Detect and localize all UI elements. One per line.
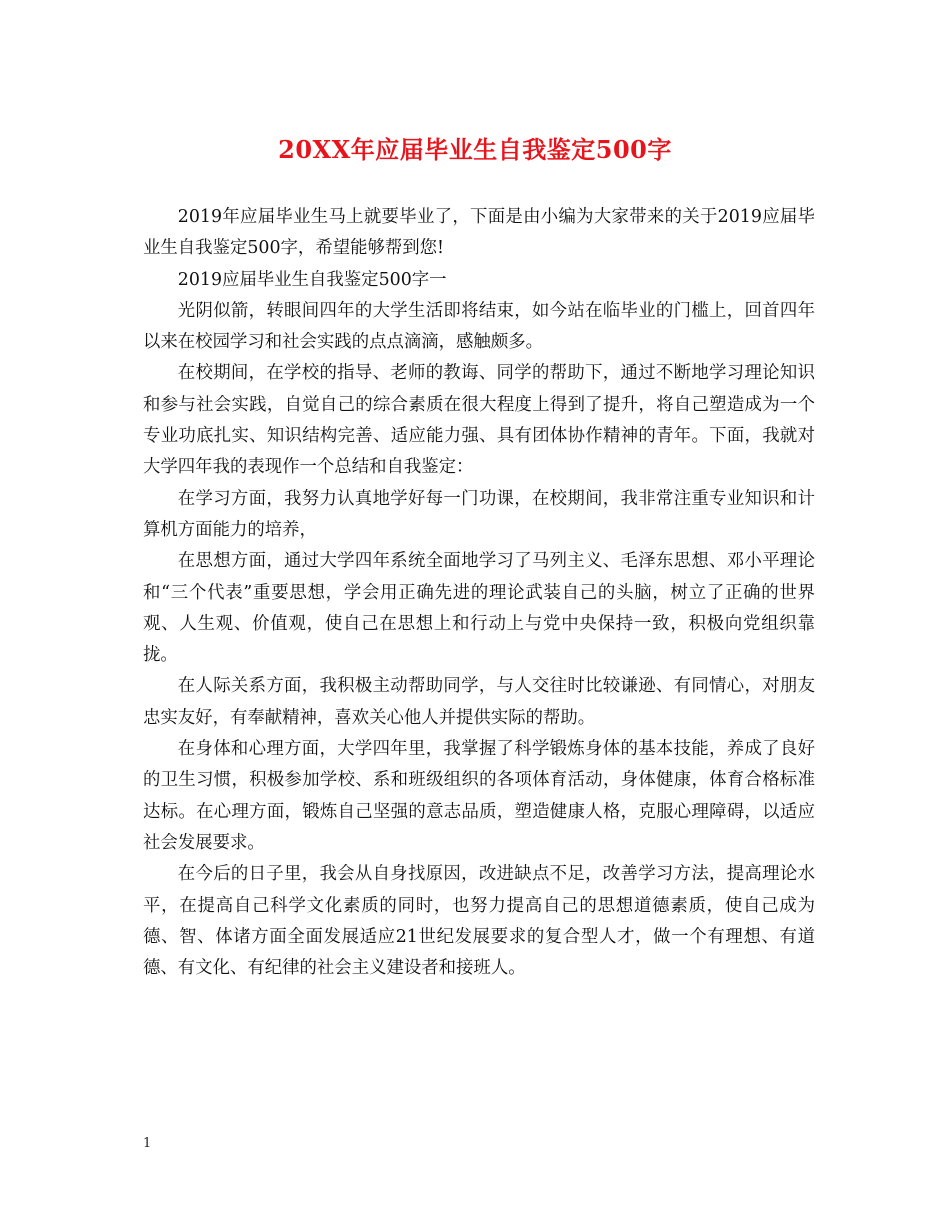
paragraph-intro: 2019年应届毕业生马上就要毕业了，下面是由小编为大家带来的关于2019应届毕业生自我鉴定500字，希望能够帮到您! [143, 207, 815, 259]
paragraph-ideology: 在思想方面，通过大学四年系统全面地学习了马列主义、毛泽东思想、邓小平理论和“三个代表”重要思想，学会用正确先进的理论武装自己的头脑，树立了正确的世界观、人生观、价值观，使自己在思想上和行动上与党中央保持一致，积极向党组织靠拢。 [143, 551, 815, 666]
paragraph-future: 在今后的日子里，我会从自身找原因，改进缺点不足，改善学习方法，提高理论水平，在提高自己科学文化素质的同时，也努力提高自己的思想道德素质，使自己成为德、智、体诸方面全面发展适应21世纪发展要求的复合型人才，做一个有理想、有道德、有文化、有纪律的社会主义建设者和接班人。 [143, 864, 815, 979]
paragraph-relationships: 在人际关系方面，我积极主动帮助同学，与人交往时比较谦逊、有同情心，对朋友忠实友好，有奉献精神，喜欢关心他人并提供实际的帮助。 [143, 676, 815, 728]
paragraph-time-flies: 光阴似箭，转眼间四年的大学生活即将结束，如今站在临毕业的门槛上，回首四年以来在校园学习和社会实践的点点滴滴，感触颇多。 [143, 300, 815, 353]
paragraph-school-period: 在校期间，在学校的指导、老师的教诲、同学的帮助下，通过不断地学习理论知识和参与社会实践，自觉自己的综合素质在很大程度上得到了提升，将自己塑造成为一个专业功底扎实、知识结构完善、适应能力强、具有团体协作精神的青年。下面，我就对大学四年我的表现作一个总结和自我鉴定： [143, 363, 815, 478]
document-title: 20XX年应届毕业生自我鉴定500字 [278, 135, 672, 164]
document-body [143, 202, 815, 984]
page-number: 1 [143, 1136, 152, 1151]
paragraph-study: 在学习方面，我努力认真地学好每一门功课，在校期间，我非常注重专业知识和计算机方面能力的培养， [143, 488, 815, 540]
paragraph-health: 在身体和心理方面，大学四年里，我掌握了科学锻炼身体的基本技能，养成了良好的卫生习惯，积极参加学校、系和班级组织的各项体育活动，身体健康，体育合格标准达标。在心理方面，锻炼自己坚强的意志品质，塑造健康人格，克服心理障碍，以适应社会发展要求。 [143, 739, 815, 853]
paragraph-subheading: 2019应届毕业生自我鉴定500字一 [177, 269, 447, 290]
